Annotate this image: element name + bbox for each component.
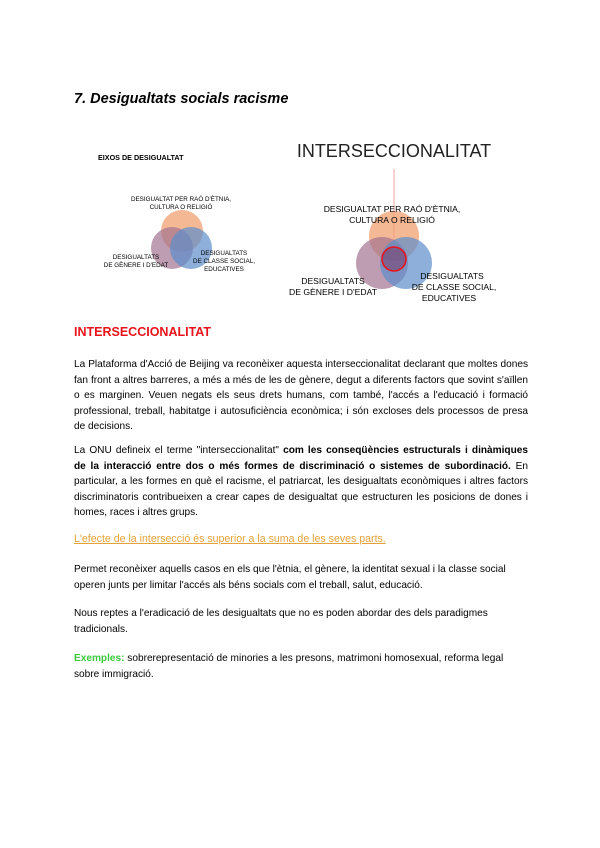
social-class-label: DESIGUALTATS (420, 271, 484, 281)
ethnicity-label: CULTURA O RELIGIÓ (149, 204, 213, 211)
gender-age-label: DESIGUALTATS (112, 254, 160, 261)
paragraph-onu (74, 443, 528, 521)
social-class-label: DE CLASSE SOCIAL, (411, 282, 497, 292)
examples-text: sobrerepresentació de minories a les presons, matrimoni homosexual, reforma legal sobre immigració. (74, 653, 504, 680)
ethnicity-label: DESIGUALTAT PER RAÓ D'ÈTNIA, (130, 196, 232, 203)
ethnicity-label: DESIGUALTAT PER RAÓ D'ÈTNIA, (323, 204, 461, 214)
gender-age-label: DESIGUALTATS (301, 276, 365, 286)
paragraph-beijing: La Plataforma d'Acció de Beijing va reconèixer aquesta interseccionalitat declarant que moltes dones fan front a altres barreres, a més a més de les de gènere, degut a diferents factors que sovint s'aïllen o es marginen. Veuen negats els seus drets humans, com també, l'accés a l'educació i formació professional, treball, habitatge i autosuficiència econòmica; i són excloses dels processos de presa de decisions. (74, 359, 528, 433)
section-heading: INTERSECCIONALITAT (74, 325, 212, 339)
ethnicity-label: CULTURA O RELIGIÓ (349, 215, 435, 225)
gender-age-label: DE GÈNERE I D'EDAT (289, 287, 377, 297)
intersection-highlight (382, 247, 406, 271)
axes-diagram (84, 145, 274, 285)
social-class-label: DE CLASSE SOCIAL, (193, 258, 255, 265)
paragraph-onu-definition: com les conseqüències estructurals i dinàmiques de la interacció entre dos o més formes de discriminació o sistemes de subordinació. (74, 445, 528, 472)
social-class-label: DESIGUALTATS (200, 250, 248, 257)
intersectionality-diagram-heading: INTERSECCIONALITAT (296, 141, 492, 161)
social-class-label: EDUCATIVES (204, 266, 244, 273)
paragraph-recognize: Permet reconèixer aquells casos en els que l'ètnia, el gènere, la identitat sexual i la classe social operen junts per limitar l'accés als béns socials com el treball, salut, educació. (74, 564, 506, 591)
page-title: 7. Desigualtats socials racisme (74, 91, 289, 107)
paragraph-examples (74, 651, 528, 682)
social-class-label: EDUCATIVES (421, 293, 477, 303)
gender-age-label: DE GÈNERE I D'EDAT (103, 262, 169, 269)
intersection-effect-link[interactable]: L'efecte de la intersecció és superior a la suma de les seves parts. (74, 533, 386, 545)
examples-label: Exemples: (74, 653, 125, 664)
paragraph-challenges: Nous reptes a l'eradicació de les desigualtats que no es poden abordar des dels paradigmes tradicionals. (74, 608, 488, 635)
paragraph-onu-rest: En particular, a les formes en què el racisme, el patriarcat, les desigualtats econòmiques i altres factors discriminatoris contribueixen a crear capes de desigualtat que estructuren les posicions de dones i homes, races i altres grups. (74, 460, 528, 519)
axes-diagram-heading: EIXOS DE DESIGUALTAT (98, 153, 184, 162)
intersectionality-diagram (280, 135, 510, 310)
paragraph-onu-intro: La ONU defineix el terme "interseccionalitat" (74, 445, 284, 456)
